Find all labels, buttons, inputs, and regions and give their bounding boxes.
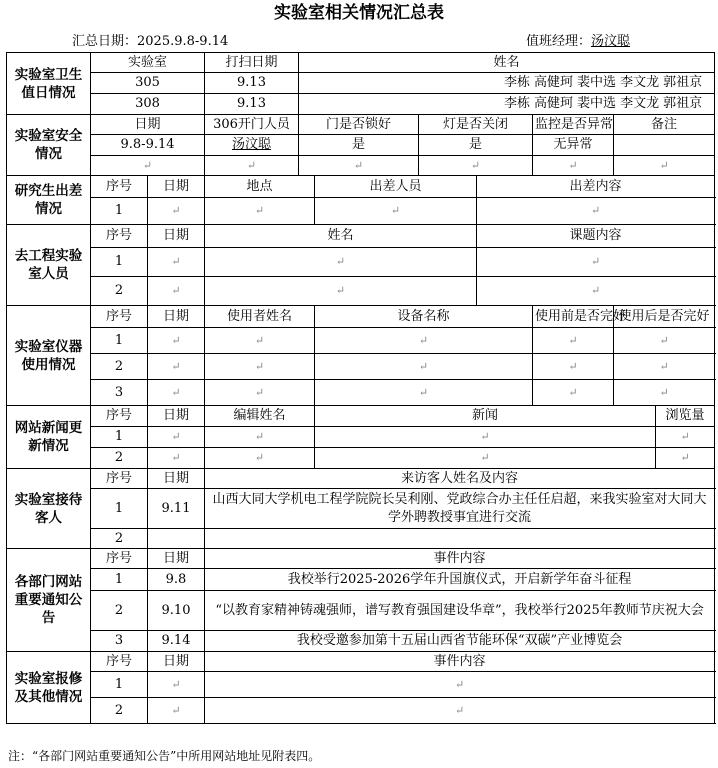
section-trip: 研究生出差情况 xyxy=(7,176,91,225)
summary-date: 汇总日期：2025.9.8-9.14 xyxy=(72,34,229,49)
document-title: 实验室相关情况汇总表 xyxy=(274,3,444,23)
table-row: 2 xyxy=(7,529,715,549)
table-row: 1 ↵ ↵ ↵ ↵ xyxy=(7,198,715,225)
header-clean-date: 打扫日期 xyxy=(205,53,299,73)
table-row: 9.8-9.14 汤汶聪 是 是 无异常 xyxy=(7,135,715,156)
section-news: 网站新闻更新情况 xyxy=(7,406,91,469)
header-names: 姓名 xyxy=(299,53,715,73)
section-visitors: 实验室接待客人 xyxy=(7,469,91,549)
table-row: 308 9.13 李栋 高健珂 裴中选 李文龙 郭祖京 xyxy=(7,94,715,115)
table-row: 1 ↵ ↵ ↵ ↵ xyxy=(7,427,715,448)
header-monitor: 监控是否异常 xyxy=(533,115,614,135)
section-clean: 实验室卫生值日情况 xyxy=(7,53,91,115)
table-row: 1 ↵ ↵ xyxy=(7,672,715,698)
header-safety-date: 日期 xyxy=(91,115,205,135)
table-row: 305 9.13 李栋 高健珂 裴中选 李文龙 郭祖京 xyxy=(7,73,715,94)
summary-table: 实验室卫生值日情况 实验室 打扫日期 姓名 305 9.13 李栋 高健珂 裴中选 李文龙 郭祖京 308 9.13 李栋 高健珂 裴中选 李文龙 郭祖京 实验室安全情况 日期 306开门人员 门是否锁好 灯是否关闭 监控是否异常 备注 9.8-9.14 汤汶聪 是 是 无异常 ↵ ↵ ↵ ↵ ↵ ↵ 研究生出差情况 序号 日期 地点 出差人员 出差内容 1 ↵ ↵ ↵ ↵ 去工程实验室人员 序号 日期 姓名 课题内容 1 ↵ ↵ ↵ 2 ↵ ↵ ↵ 实验室仪器使用情况 序号 日期 使用者姓名 设备名称 使用前是否完好 使用后是否完好 1 ↵ ↵ ↵ ↵ ↵ 2 ↵ ↵ ↵ ↵ ↵ 3 ↵ ↵ ↵ ↵ ↵ 网站新闻更新情况 序号 日期 编辑姓名 新闻 浏览量 1 ↵ ↵ ↵ ↵ 2 ↵ ↵ ↵ ↵ 实验室接待客人 序号 日期 来访客人姓名及内容 1 9.11 山西大同大学机电工程学院院长吴利刚、党政综合办主任任启超，来我实验室对大同大学外聘教授事宜进行交流 2 各部门网站重要通知公告 序号 日期 事件内容 1 9.8 我校举行2025-2026学年升国旗仪式，开启新学年奋斗征程 2 9.10 “以教育家精神铸魂强师，谱写教育强国建设华章”，我校举行2025年教师节庆祝大会 3 9.14 我校受邀参加第十五届山西省节能环保“双碳”产业博览会 实验室报修及其他情况 序号 日期 事件内容 1 ↵ ↵ 2 ↵ ↵ xyxy=(6,52,715,724)
header-light: 灯是否关闭 xyxy=(419,115,533,135)
table-row: 2 ↵ ↵ ↵ xyxy=(7,277,715,306)
section-repairs: 实验室报修及其他情况 xyxy=(7,652,91,724)
section-safety: 实验室安全情况 xyxy=(7,115,91,176)
table-row: 3 ↵ ↵ ↵ ↵ ↵ xyxy=(7,380,715,406)
duty-names: 李栋 高健珂 裴中选 李文龙 郭祖京 xyxy=(299,73,715,94)
table-row: 1 ↵ ↵ ↵ xyxy=(7,248,715,277)
section-engineering-lab: 去工程实验室人员 xyxy=(7,225,91,306)
section-notices: 各部门网站重要通知公告 xyxy=(7,549,91,652)
section-instruments: 实验室仪器使用情况 xyxy=(7,306,91,406)
table-row: 1 9.8 我校举行2025-2026学年升国旗仪式，开启新学年奋斗征程 xyxy=(7,569,715,591)
header-guard: 306开门人员 xyxy=(205,115,299,135)
table-row: 2 ↵ ↵ xyxy=(7,698,715,724)
header-lab: 实验室 xyxy=(91,53,205,73)
table-row: ↵ ↵ ↵ ↵ ↵ ↵ xyxy=(7,156,715,176)
table-row: 2 ↵ ↵ ↵ ↵ xyxy=(7,448,715,469)
footnote: 注：“各部门网站重要通知公告”中所用网站地址见附表四。 xyxy=(8,749,321,763)
table-row: 2 ↵ ↵ ↵ ↵ ↵ xyxy=(7,354,715,380)
table-row: 1 9.11 山西大同大学机电工程学院院长吴利刚、党政综合办主任任启超，来我实验室对大同大学外聘教授事宜进行交流 xyxy=(7,489,715,529)
table-row: 1 ↵ ↵ ↵ ↵ ↵ xyxy=(7,328,715,354)
header-note: 备注 xyxy=(614,115,715,135)
header-door: 门是否锁好 xyxy=(299,115,419,135)
table-row: 2 9.10 “以教育家精神铸魂强师，谱写教育强国建设华章”，我校举行2025年教师节庆祝大会 xyxy=(7,591,715,631)
table-row: 3 9.14 我校受邀参加第十五届山西省节能环保“双碳”产业博览会 xyxy=(7,631,715,652)
duty-manager: 值班经理：汤汶聪 xyxy=(526,34,631,49)
duty-names: 李栋 高健珂 裴中选 李文龙 郭祖京 xyxy=(299,94,715,115)
